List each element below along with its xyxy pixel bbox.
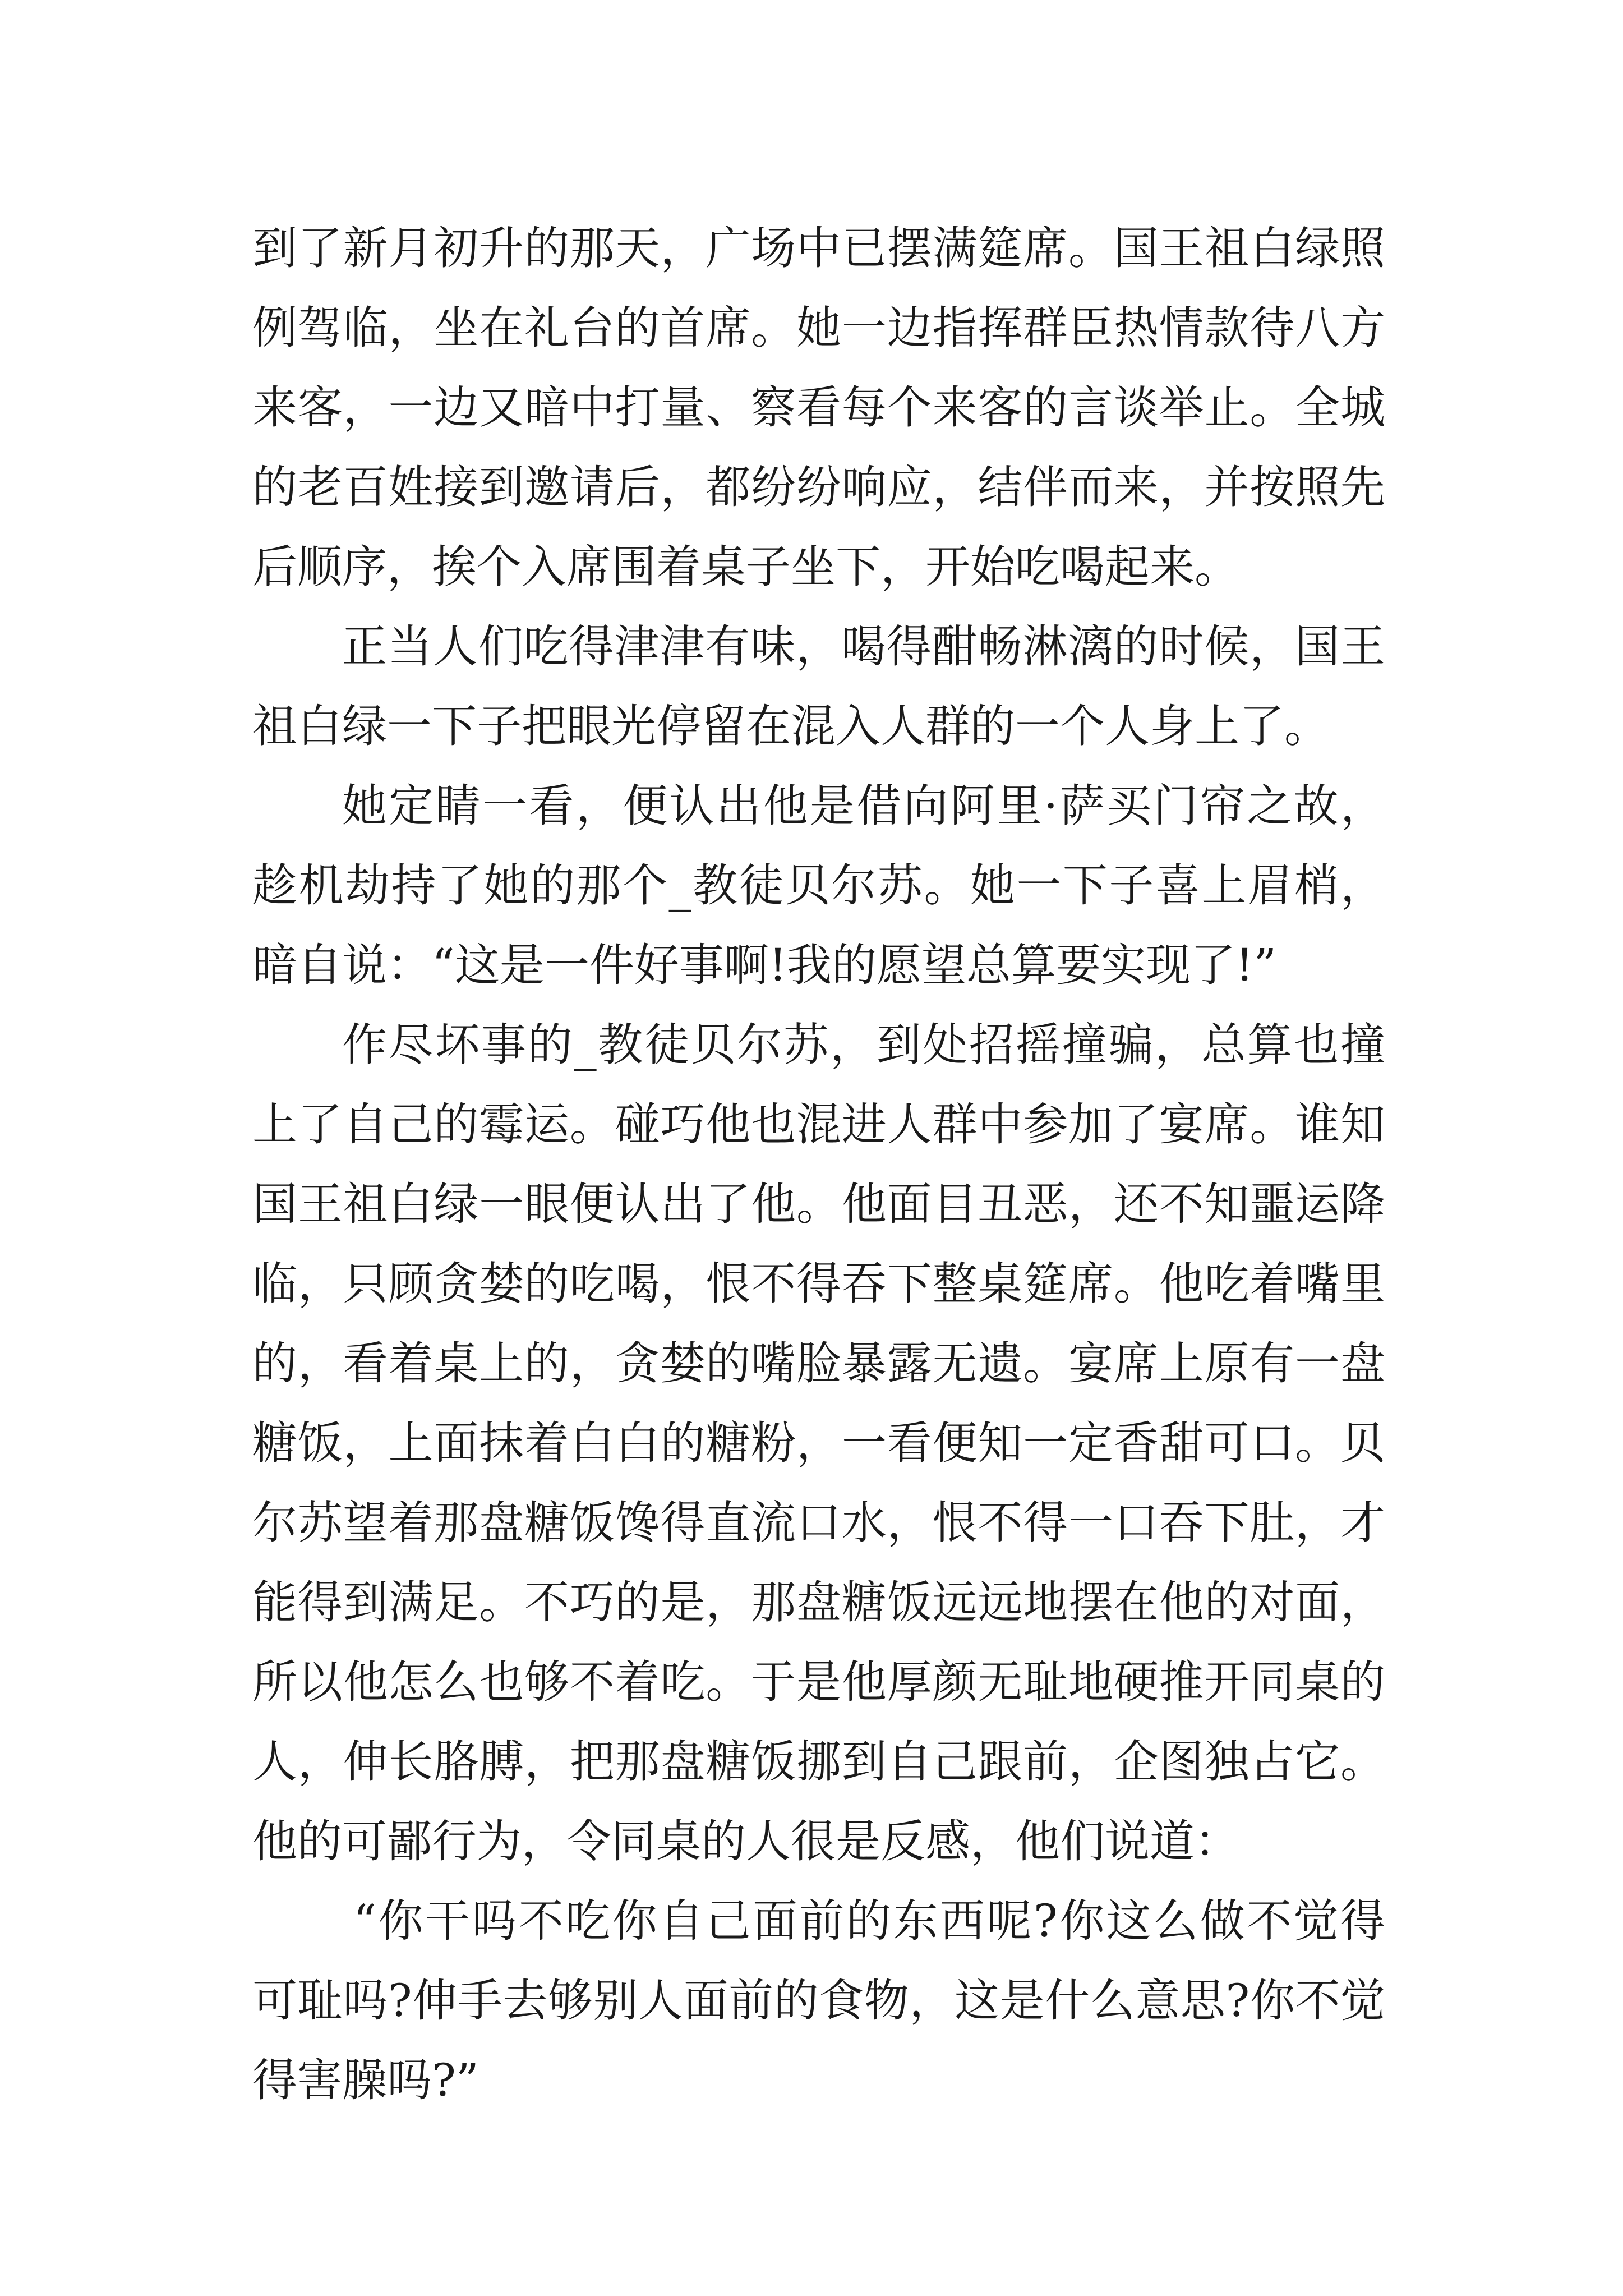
paragraph-5-quote: “你干吗不吃你自己面前的东西呢?你这么做不觉得可耻吗?伸手去够别人面前的食物，这是什么意思?你不觉得害臊吗?”: [252, 1895, 1385, 2106]
paragraph-4: 作尽坏事的_教徒贝尔苏，到处招摇撞骗，总算也撞上了自己的霉运。碰巧他也混进人群中参加了宴席。谁知国王祖白绿一眼便认出了他。他面目丑恶，还不知噩运降临，只顾贪婪的吃喝，恨不得吞下整桌筵席。他吃着嘴里的，看着桌上的，贪婪的嘴脸暴露无遗。宴席上原有一盘糖饭，上面抹着白白的糖粉，一看便知一定香甜可口。贝尔苏望着那盘糖饭馋得直流口水，恨不得一口吞下肚，才能得到满足。不巧的是，那盘糖饭远远地摆在他的对面，所以他怎么也够不着吃。于是他厚颜无耻地硬推开同桌的人，伸长胳膊，把那盘糖饭挪到自己跟前，企图独占它。他的可鄙行为，令同桌的人很是反感，他们说道：: [252, 1019, 1385, 1867]
paragraph-1: 到了新月初升的那天，广场中已摆满筵席。国王祖白绿照例驾临，坐在礼台的首席。她一边指挥群臣热情款待八方来客，一边又暗中打量、察看每个来客的言谈举止。全城的老百姓接到邀请后，都纷纷响应，结伴而来，并按照先后顺序，挨个入席围着桌子坐下，开始吃喝起来。: [252, 222, 1385, 593]
document-body: [252, 209, 1385, 2120]
paragraph-3: 她定睛一看，便认出他是借向阿里·萨买门帘之故，趁机劫持了她的那个_教徒贝尔苏。她一下子喜上眉梢，暗自说：“这是一件好事啊!我的愿望总算要实现了!”: [252, 780, 1385, 991]
paragraph-2: 正当人们吃得津津有味，喝得酣畅淋漓的时候，国王祖白绿一下子把眼光停留在混入人群的一个人身上了。: [252, 620, 1385, 752]
